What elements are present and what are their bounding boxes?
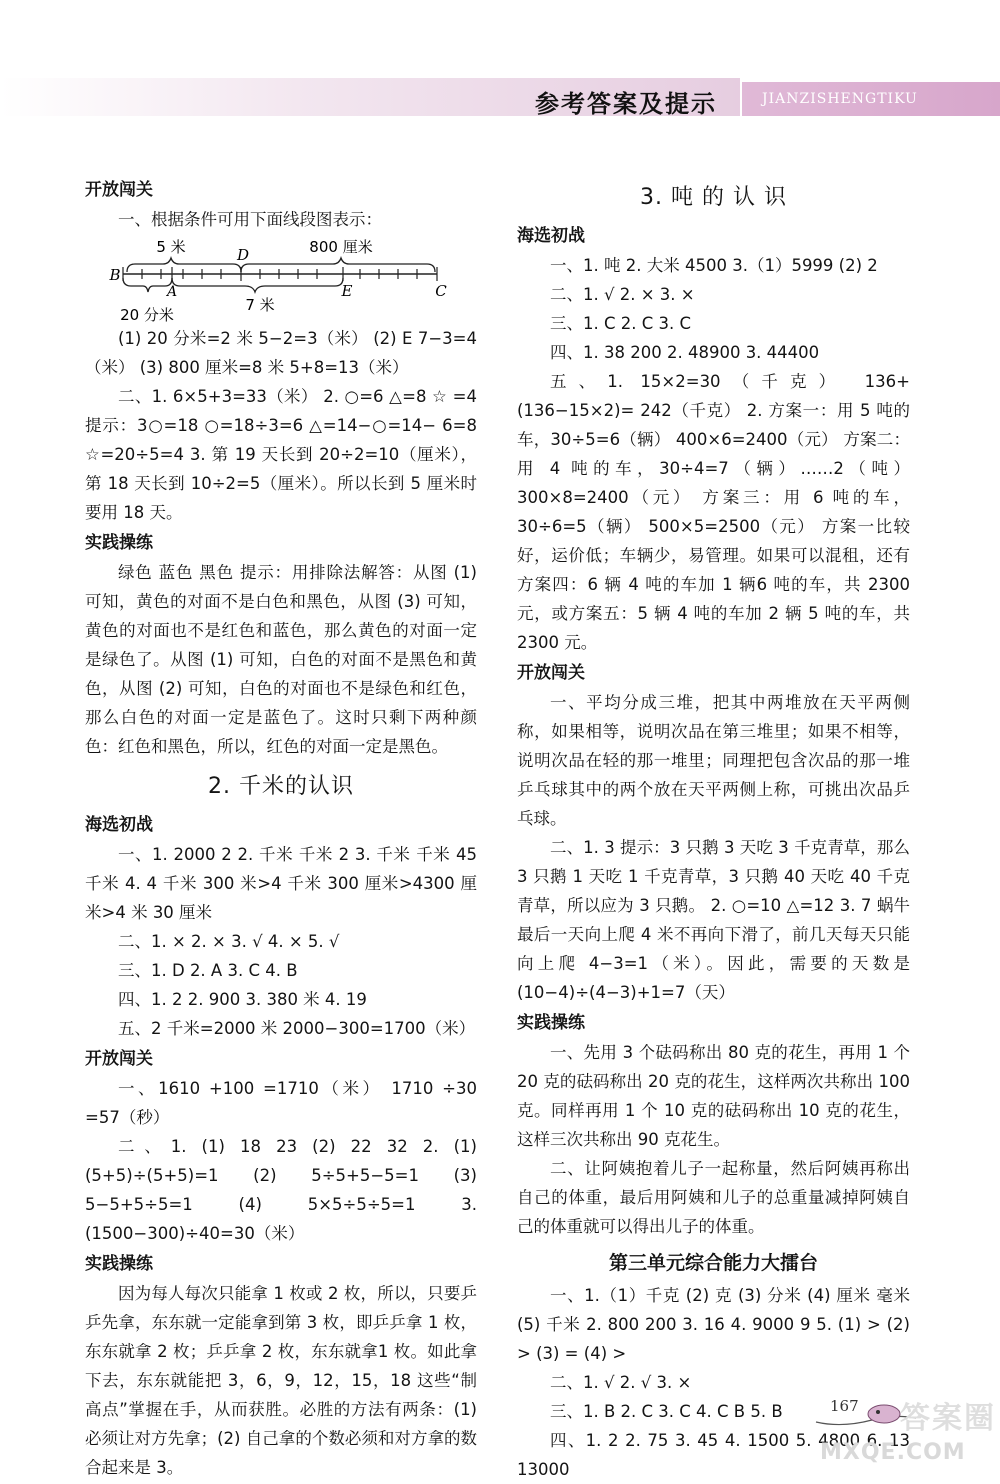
brace-top-right	[241, 258, 435, 272]
paragraph: 五、2 千米=2000 米 2000−300=1700（米）	[118, 1019, 476, 1038]
right-column	[517, 172, 910, 1484]
section-heading: 实践操练	[517, 1013, 585, 1033]
series-tag: JIANZISHENGTIKU	[742, 82, 1000, 116]
section-heading: 开放闯关	[517, 663, 585, 683]
label-800cm: 800 厘米	[309, 238, 373, 256]
paragraph: 一、根据条件可用下面线段图表示：	[118, 210, 382, 229]
watermark-url: MXQE.COM	[820, 1440, 966, 1465]
chapter-title: 3. 吨 的 认 识	[640, 185, 787, 210]
paragraph: 一、1. 2000 2 2. 千米 千米 2 3. 千米 千米 45 千米 4. 4 千米 300 米>4 千米 300 厘米>4300 厘米>4 米 30 厘米	[85, 845, 477, 922]
paragraph: 四、1. 2 2. 75 3. 45 4. 1500 5. 4800 6. 13 13000	[517, 1431, 910, 1479]
section-heading: 实践操练	[85, 1254, 153, 1274]
paragraph: 二、1. 3 提示：3 只鹅 3 天吃 3 千克青草，那么 3 只鹅 1 天吃 1 千克青草，3 只鹅 40 天吃 40 千克青草，所以应为 3 只鹅。 2. ○=10 △=12 3. 7 蜗牛最后一天向上爬 4 米不再向下滑了，前几天每天只能向上爬 4−3=1（米）。因此，需要的天数是(10−4)÷(4−3)+1=7（天）	[517, 838, 910, 1002]
section-heading: 海选初战	[85, 815, 153, 835]
label-d: D	[236, 246, 250, 264]
segment-diagram	[85, 234, 477, 324]
paragraph: 二、1. × 2. × 3. √ 4. × 5. √	[118, 932, 340, 951]
page-number: 167	[830, 1397, 859, 1415]
paragraph: 一、先用 3 个砝码称出 80 克的花生，再用 1 个 20 克的砝码称出 20 克的花生，这样两次共称出 100 克。同样再用 1 个 10 克的砝码称出 10 克的花生，这样三次共称出 90 克花生。	[517, 1043, 910, 1149]
section-heading: 海选初战	[517, 226, 585, 246]
unit-title: 第三单元综合能力大擂台	[608, 1252, 818, 1274]
label-c: C	[435, 282, 447, 300]
segment-diagram-svg	[85, 234, 477, 324]
paragraph: 三、1. B 2. C 3. C 4. C B 5. B	[550, 1402, 783, 1421]
label-e: E	[341, 282, 353, 300]
left-column	[85, 174, 477, 1482]
paragraph: 一、1.（1）千克 (2) 克 (3) 分米 (4) 厘米 毫米 (5) 千米 2. 800 200 3. 16 4. 9000 9 5. (1) > (2) > (3) = (4) >	[517, 1286, 910, 1363]
paragraph: 二、让阿姨抱着儿子一起称量，然后阿姨再称出自己的体重，最后用阿姨和儿子的总重量减掉阿姨自己的体重就可以得出儿子的体重。	[517, 1159, 910, 1236]
paragraph: 五、1. 15×2=30（千克） 136+(136−15×2)= 242（千克） 2. 方案一：用 5 吨的车，30÷5=6（辆） 400×6=2400（元） 方案二：用 4 吨的车，30÷4=7（辆）……2（吨） 300×8=2400（元） 方案三：用 6 吨的车，30÷6=5（辆） 500×5=2500（元） 方案一比较好，运价低；车辆少，易管理。如果可以混租，还有方案四：6 辆 4 吨的车加 1 辆6 吨的车，共 2300 元，或方案五：5 辆 4 吨的车加 2 辆 5 吨的车，共 2300 元。	[517, 372, 910, 652]
label-5m: 5 米	[156, 238, 186, 256]
paragraph: (1) 20 分米=2 米 5−2=3（米） (2) E 7−3=4（米） (3) 800 厘米=8 米 5+8=13（米）	[85, 329, 477, 377]
paragraph: 二、1. √ 2. × 3. ×	[550, 285, 695, 304]
paragraph: 四、1. 38 200 2. 48900 3. 44400	[550, 343, 820, 362]
label-b: B	[109, 266, 121, 284]
paragraph: 三、1. C 2. C 3. C	[550, 314, 692, 333]
page-header-title: 参考答案及提示	[535, 90, 717, 118]
paragraph: 二、1. (1) 18 23 (2) 22 32 2. (1)(5+5)÷(5+5)=1 (2) 5÷5+5−5=1 (3) 5−5+5÷5=1 (4) 5×5÷5÷5=1 3. (1500−300)÷40=30（米）	[85, 1137, 477, 1243]
chapter-title: 2. 千米的认识	[208, 774, 354, 799]
paragraph: 三、1. D 2. A 3. C 4. B	[118, 961, 298, 980]
section-heading: 实践操练	[85, 533, 153, 553]
watermark-logo: 答案圈	[900, 1401, 996, 1436]
paragraph: 一、1610 +100 =1710（米） 1710 ÷30 =57（秒）	[85, 1079, 477, 1127]
label-7m: 7 米	[245, 296, 275, 314]
paragraph: 因为每人每次只能拿 1 枚或 2 枚，所以，只要乒乒先拿，东东就一定能拿到第 3 枚，即乒乒拿 1 枚，东东就拿 2 枚；乒乒拿 2 枚，东东就拿1 枚。如此拿下去，东东就能把 3，6，9，12，15，18 这些“制高点”掌握在手，从而获胜。必胜的方法有两条：(1) 必须让对方先拿；(2) 自己拿的个数必须和对方拿的数合起来是 3。	[85, 1284, 477, 1477]
paragraph: 一、平均分成三堆，把其中两堆放在天平两侧称，如果相等，说明次品在第三堆里；如果不相等，说明次品在轻的那一堆里；同理把包含次品的那一堆乒乓球其中的两个放在天平两侧上称，可挑出次品乒乓球。	[517, 693, 910, 828]
paragraph: 一、1. 吨 2. 大米 4500 3.（1）5999 (2) 2	[550, 256, 878, 275]
section-heading: 开放闯关	[85, 180, 153, 200]
brace-bottom-mid	[172, 278, 343, 292]
label-a: A	[166, 284, 178, 300]
paragraph: 四、1. 2 2. 900 3. 380 米 4. 19	[118, 990, 367, 1009]
paragraph: 二、1. 6×5+3=33（米） 2. ○=6 △=8 ☆ =4 提示：3○=18 ○=18÷3=6 △=14−○=14− 6=8 ☆=20÷5=4 3. 第 19 天长到 20÷2=10（厘米），第 18 天长到 10÷2=5（厘米）。所以长到 5 厘米时要用 18 天。	[85, 387, 477, 522]
label-20dm: 20 分米	[120, 306, 174, 324]
paragraph: 二、1. √ 2. √ 3. ×	[550, 1373, 692, 1392]
section-heading: 开放闯关	[85, 1049, 153, 1069]
brace-bottom-left	[123, 278, 172, 292]
brace-top-left	[127, 258, 241, 272]
paragraph: 绿色 蓝色 黑色 提示：用排除法解答：从图 (1) 可知，黄色的对面不是白色和黑色，从图 (3) 可知，黄色的对面也不是红色和蓝色，那么黄色的对面一定是绿色了。从图 (1) 可知，白色的对面不是黑色和黄色，从图 (2) 可知，白色的对面也不是绿色和红色，那么白色的对面一定是蓝色了。这时只剩下两种颜色：红色和黑色，所以，红色的对面一定是黑色。	[85, 563, 477, 756]
